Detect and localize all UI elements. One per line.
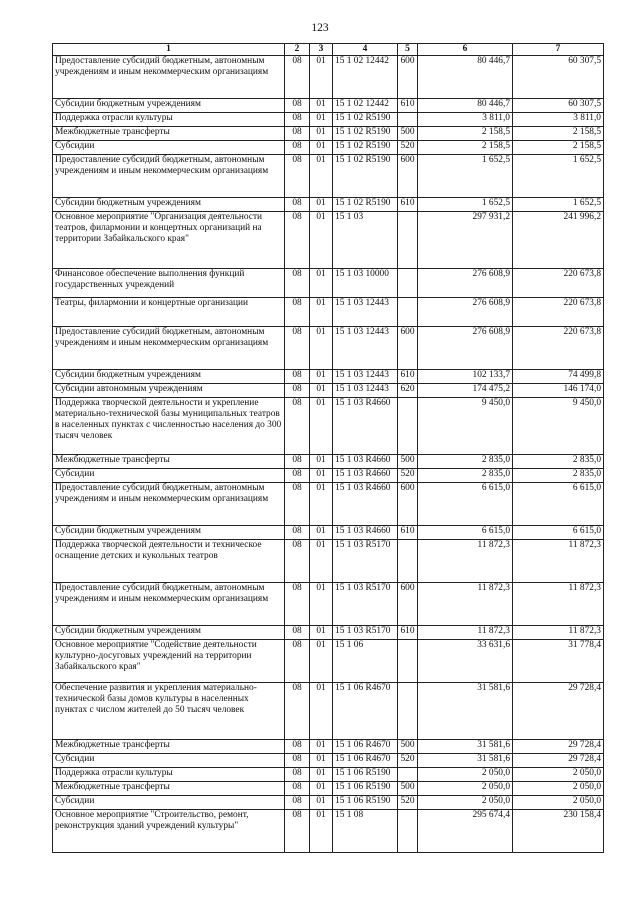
amount-col-6: 2 158,5	[418, 141, 513, 155]
subsection-code: 01	[310, 56, 333, 99]
budget-table	[52, 43, 604, 853]
section-code: 08	[285, 526, 310, 540]
amount-col-6: 2 835,0	[418, 455, 513, 469]
target-article-code: 15 1 03	[333, 212, 398, 269]
target-article-code: 15 1 06 R5190	[333, 796, 398, 810]
amount-col-7: 11 872,3	[513, 626, 604, 640]
budget-item-name: Поддержка отрасли культуры	[53, 768, 285, 782]
budget-item-name: Субсидии	[53, 141, 285, 155]
section-code: 08	[285, 626, 310, 640]
budget-item-name: Субсидии	[53, 754, 285, 768]
amount-col-7: 3 811,0	[513, 113, 604, 127]
budget-item-name: Театры, филармонии и концертные организации	[53, 298, 285, 327]
expense-type-code: 600	[398, 155, 418, 198]
section-code: 08	[285, 483, 310, 526]
amount-col-7: 6 615,0	[513, 483, 604, 526]
amount-col-6: 1 652,5	[418, 155, 513, 198]
subsection-code: 01	[310, 469, 333, 483]
table-row	[53, 810, 604, 853]
section-code: 08	[285, 768, 310, 782]
target-article-code: 15 1 03 R5170	[333, 540, 398, 583]
expense-type-code	[398, 298, 418, 327]
table-row	[53, 155, 604, 198]
target-article-code: 15 1 03 R4660	[333, 469, 398, 483]
table-row	[53, 269, 604, 298]
target-article-code: 15 1 03 R4660	[333, 398, 398, 455]
budget-item-name: Субсидии	[53, 796, 285, 810]
subsection-code: 01	[310, 768, 333, 782]
table-row	[53, 113, 604, 127]
expense-type-code: 600	[398, 583, 418, 626]
subsection-code: 01	[310, 398, 333, 455]
section-code: 08	[285, 327, 310, 370]
amount-col-7: 29 728,4	[513, 683, 604, 740]
table-row	[53, 384, 604, 398]
budget-item-name: Субсидии бюджетным учреждениям	[53, 370, 285, 384]
budget-item-name: Предоставление субсидий бюджетным, автономным учреждениям и иным некоммерческим организациям	[53, 583, 285, 626]
budget-item-name: Субсидии бюджетным учреждениям	[53, 198, 285, 212]
header-cell: 1	[53, 44, 285, 56]
amount-col-6: 2 158,5	[418, 127, 513, 141]
amount-col-6: 31 581,6	[418, 740, 513, 754]
amount-col-6: 2 050,0	[418, 796, 513, 810]
amount-col-7: 9 450,0	[513, 398, 604, 455]
header-cell: 7	[513, 44, 604, 56]
subsection-code: 01	[310, 754, 333, 768]
table-row	[53, 583, 604, 626]
amount-col-6: 297 931,2	[418, 212, 513, 269]
section-code: 08	[285, 212, 310, 269]
expense-type-code: 520	[398, 141, 418, 155]
section-code: 08	[285, 782, 310, 796]
target-article-code: 15 1 02 R5190	[333, 141, 398, 155]
budget-item-name: Предоставление субсидий бюджетным, автономным учреждениям и иным некоммерческим организациям	[53, 155, 285, 198]
target-article-code: 15 1 02 12442	[333, 99, 398, 113]
target-article-code: 15 1 08	[333, 810, 398, 853]
section-code: 08	[285, 740, 310, 754]
amount-col-7: 1 652,5	[513, 155, 604, 198]
amount-col-6: 276 608,9	[418, 298, 513, 327]
amount-col-7: 74 499,8	[513, 370, 604, 384]
subsection-code: 01	[310, 327, 333, 370]
section-code: 08	[285, 754, 310, 768]
expense-type-code: 500	[398, 455, 418, 469]
budget-item-name: Предоставление субсидий бюджетным, автономным учреждениям и иным некоммерческим организациям	[53, 327, 285, 370]
budget-item-name: Субсидии бюджетным учреждениям	[53, 99, 285, 113]
subsection-code: 01	[310, 740, 333, 754]
budget-item-name: Предоставление субсидий бюджетным, автономным учреждениям и иным некоммерческим организациям	[53, 483, 285, 526]
amount-col-6: 80 446,7	[418, 99, 513, 113]
amount-col-7: 2 835,0	[513, 455, 604, 469]
subsection-code: 01	[310, 127, 333, 141]
section-code: 08	[285, 298, 310, 327]
budget-item-name: Субсидии автономным учреждениям	[53, 384, 285, 398]
table-row	[53, 141, 604, 155]
header-cell: 2	[285, 44, 310, 56]
table-row	[53, 398, 604, 455]
expense-type-code	[398, 113, 418, 127]
section-code: 08	[285, 469, 310, 483]
subsection-code: 01	[310, 455, 333, 469]
amount-col-7: 29 728,4	[513, 740, 604, 754]
budget-item-name: Межбюджетные трансферты	[53, 127, 285, 141]
budget-item-name: Межбюджетные трансферты	[53, 740, 285, 754]
expense-type-code: 610	[398, 198, 418, 212]
target-article-code: 15 1 02 R5190	[333, 155, 398, 198]
subsection-code: 01	[310, 796, 333, 810]
expense-type-code: 600	[398, 327, 418, 370]
expense-type-code: 500	[398, 740, 418, 754]
section-code: 08	[285, 99, 310, 113]
expense-type-code: 500	[398, 782, 418, 796]
budget-item-name: Субсидии бюджетным учреждениям	[53, 526, 285, 540]
table-row	[53, 754, 604, 768]
amount-col-7: 1 652,5	[513, 198, 604, 212]
amount-col-7: 2 158,5	[513, 127, 604, 141]
subsection-code: 01	[310, 583, 333, 626]
section-code: 08	[285, 56, 310, 99]
amount-col-7: 241 996,2	[513, 212, 604, 269]
page-number: 123	[311, 22, 329, 34]
header-row	[53, 44, 604, 56]
subsection-code: 01	[310, 483, 333, 526]
amount-col-6: 295 674,4	[418, 810, 513, 853]
amount-col-6: 276 608,9	[418, 269, 513, 298]
section-code: 08	[285, 540, 310, 583]
amount-col-7: 31 778,4	[513, 640, 604, 683]
table-row	[53, 198, 604, 212]
amount-col-7: 2 050,0	[513, 796, 604, 810]
target-article-code: 15 1 03 12443	[333, 384, 398, 398]
amount-col-7: 2 050,0	[513, 782, 604, 796]
section-code: 08	[285, 155, 310, 198]
section-code: 08	[285, 583, 310, 626]
budget-item-name: Межбюджетные трансферты	[53, 782, 285, 796]
subsection-code: 01	[310, 526, 333, 540]
table-row	[53, 540, 604, 583]
amount-col-7: 11 872,3	[513, 540, 604, 583]
target-article-code: 15 1 03 R4660	[333, 455, 398, 469]
budget-item-name: Межбюджетные трансферты	[53, 455, 285, 469]
amount-col-6: 80 446,7	[418, 56, 513, 99]
expense-type-code	[398, 269, 418, 298]
amount-col-7: 60 307,5	[513, 56, 604, 99]
budget-item-name: Основное мероприятие "Организация деятельности театров, филармонии и концертных организаций на территории Забайкальского края"	[53, 212, 285, 269]
amount-col-6: 31 581,6	[418, 683, 513, 740]
subsection-code: 01	[310, 198, 333, 212]
section-code: 08	[285, 113, 310, 127]
amount-col-6: 276 608,9	[418, 327, 513, 370]
expense-type-code: 520	[398, 754, 418, 768]
target-article-code: 15 1 02 R5190	[333, 113, 398, 127]
expense-type-code	[398, 212, 418, 269]
subsection-code: 01	[310, 155, 333, 198]
section-code: 08	[285, 384, 310, 398]
table-row	[53, 298, 604, 327]
target-article-code: 15 1 03 R5170	[333, 626, 398, 640]
target-article-code: 15 1 06 R4670	[333, 754, 398, 768]
budget-item-name: Поддержка творческой деятельности и техническое оснащение детских и кукольных театров	[53, 540, 285, 583]
amount-col-6: 31 581,6	[418, 754, 513, 768]
table-row	[53, 327, 604, 370]
amount-col-7: 2 050,0	[513, 768, 604, 782]
header-cell: 3	[310, 44, 333, 56]
table-row	[53, 796, 604, 810]
amount-col-6: 11 872,3	[418, 540, 513, 583]
table-row	[53, 768, 604, 782]
subsection-code: 01	[310, 782, 333, 796]
amount-col-6: 1 652,5	[418, 198, 513, 212]
amount-col-7: 220 673,8	[513, 269, 604, 298]
subsection-code: 01	[310, 640, 333, 683]
target-article-code: 15 1 03 R4660	[333, 526, 398, 540]
expense-type-code: 600	[398, 56, 418, 99]
amount-col-6: 174 475,2	[418, 384, 513, 398]
target-article-code: 15 1 06 R4670	[333, 683, 398, 740]
amount-col-6: 6 615,0	[418, 526, 513, 540]
section-code: 08	[285, 398, 310, 455]
section-code: 08	[285, 810, 310, 853]
expense-type-code	[398, 640, 418, 683]
table-row	[53, 455, 604, 469]
amount-col-7: 11 872,3	[513, 583, 604, 626]
amount-col-7: 2 835,0	[513, 469, 604, 483]
amount-col-6: 33 631,6	[418, 640, 513, 683]
subsection-code: 01	[310, 540, 333, 583]
header-cell: 4	[333, 44, 398, 56]
amount-col-6: 9 450,0	[418, 398, 513, 455]
target-article-code: 15 1 03 12443	[333, 370, 398, 384]
amount-col-7: 2 158,5	[513, 141, 604, 155]
amount-col-6: 11 872,3	[418, 626, 513, 640]
budget-item-name: Обеспечение развития и укрепления материально-технической базы домов культуры в населенных пунктах с числом жителей до 50 тысяч человек	[53, 683, 285, 740]
subsection-code: 01	[310, 99, 333, 113]
expense-type-code	[398, 810, 418, 853]
target-article-code: 15 1 02 R5190	[333, 127, 398, 141]
section-code: 08	[285, 269, 310, 298]
target-article-code: 15 1 06 R5190	[333, 782, 398, 796]
subsection-code: 01	[310, 626, 333, 640]
table-row	[53, 626, 604, 640]
expense-type-code	[398, 398, 418, 455]
expense-type-code: 610	[398, 99, 418, 113]
target-article-code: 15 1 03 12443	[333, 327, 398, 370]
amount-col-7: 60 307,5	[513, 99, 604, 113]
amount-col-7: 29 728,4	[513, 754, 604, 768]
target-article-code: 15 1 06	[333, 640, 398, 683]
subsection-code: 01	[310, 370, 333, 384]
header-cell: 5	[398, 44, 418, 56]
amount-col-6: 11 872,3	[418, 583, 513, 626]
subsection-code: 01	[310, 298, 333, 327]
amount-col-7: 220 673,8	[513, 327, 604, 370]
expense-type-code: 520	[398, 469, 418, 483]
budget-item-name: Основное мероприятие "Содействие деятельности культурно-досуговых учреждений на территории Забайкальского края"	[53, 640, 285, 683]
amount-col-6: 2 050,0	[418, 782, 513, 796]
section-code: 08	[285, 640, 310, 683]
subsection-code: 01	[310, 683, 333, 740]
table-row	[53, 370, 604, 384]
target-article-code: 15 1 03 10000	[333, 269, 398, 298]
budget-item-name: Предоставление субсидий бюджетным, автономным учреждениям и иным некоммерческим организациям	[53, 56, 285, 99]
amount-col-6: 3 811,0	[418, 113, 513, 127]
amount-col-6: 6 615,0	[418, 483, 513, 526]
header-cell: 6	[418, 44, 513, 56]
table-row	[53, 526, 604, 540]
section-code: 08	[285, 141, 310, 155]
table-row	[53, 782, 604, 796]
budget-item-name: Финансовое обеспечение выполнения функций государственных учреждений	[53, 269, 285, 298]
table-row	[53, 740, 604, 754]
table-row	[53, 212, 604, 269]
table-row	[53, 469, 604, 483]
section-code: 08	[285, 683, 310, 740]
expense-type-code: 620	[398, 384, 418, 398]
expense-type-code	[398, 768, 418, 782]
subsection-code: 01	[310, 810, 333, 853]
expense-type-code: 610	[398, 626, 418, 640]
target-article-code: 15 1 03 12443	[333, 298, 398, 327]
target-article-code: 15 1 06 R4670	[333, 740, 398, 754]
section-code: 08	[285, 455, 310, 469]
subsection-code: 01	[310, 141, 333, 155]
expense-type-code: 500	[398, 127, 418, 141]
expense-type-code: 610	[398, 526, 418, 540]
target-article-code: 15 1 03 R5170	[333, 583, 398, 626]
table-row	[53, 127, 604, 141]
budget-item-name: Поддержка творческой деятельности и укрепление материально-технической базы муниципальных театров в населенных пунктах с численностью населения до 300 тысяч человек	[53, 398, 285, 455]
amount-col-7: 146 174,0	[513, 384, 604, 398]
expense-type-code: 520	[398, 796, 418, 810]
table-row	[53, 56, 604, 99]
target-article-code: 15 1 06 R5190	[333, 768, 398, 782]
expense-type-code	[398, 683, 418, 740]
subsection-code: 01	[310, 212, 333, 269]
amount-col-7: 220 673,8	[513, 298, 604, 327]
table-row	[53, 640, 604, 683]
budget-item-name: Субсидии бюджетным учреждениям	[53, 626, 285, 640]
amount-col-6: 2 050,0	[418, 768, 513, 782]
subsection-code: 01	[310, 384, 333, 398]
budget-item-name: Субсидии	[53, 469, 285, 483]
section-code: 08	[285, 127, 310, 141]
table-row	[53, 483, 604, 526]
amount-col-6: 102 133,7	[418, 370, 513, 384]
target-article-code: 15 1 03 R4660	[333, 483, 398, 526]
budget-item-name: Основное мероприятие "Строительство, ремонт, реконструкция зданий учреждений культуры"	[53, 810, 285, 853]
table-row	[53, 99, 604, 113]
amount-col-7: 230 158,4	[513, 810, 604, 853]
section-code: 08	[285, 198, 310, 212]
subsection-code: 01	[310, 113, 333, 127]
expense-type-code: 610	[398, 370, 418, 384]
section-code: 08	[285, 370, 310, 384]
target-article-code: 15 1 02 12442	[333, 56, 398, 99]
target-article-code: 15 1 02 R5190	[333, 198, 398, 212]
budget-item-name: Поддержка отрасли культуры	[53, 113, 285, 127]
amount-col-7: 6 615,0	[513, 526, 604, 540]
section-code: 08	[285, 796, 310, 810]
subsection-code: 01	[310, 269, 333, 298]
amount-col-6: 2 835,0	[418, 469, 513, 483]
table-row	[53, 683, 604, 740]
expense-type-code	[398, 540, 418, 583]
expense-type-code: 600	[398, 483, 418, 526]
